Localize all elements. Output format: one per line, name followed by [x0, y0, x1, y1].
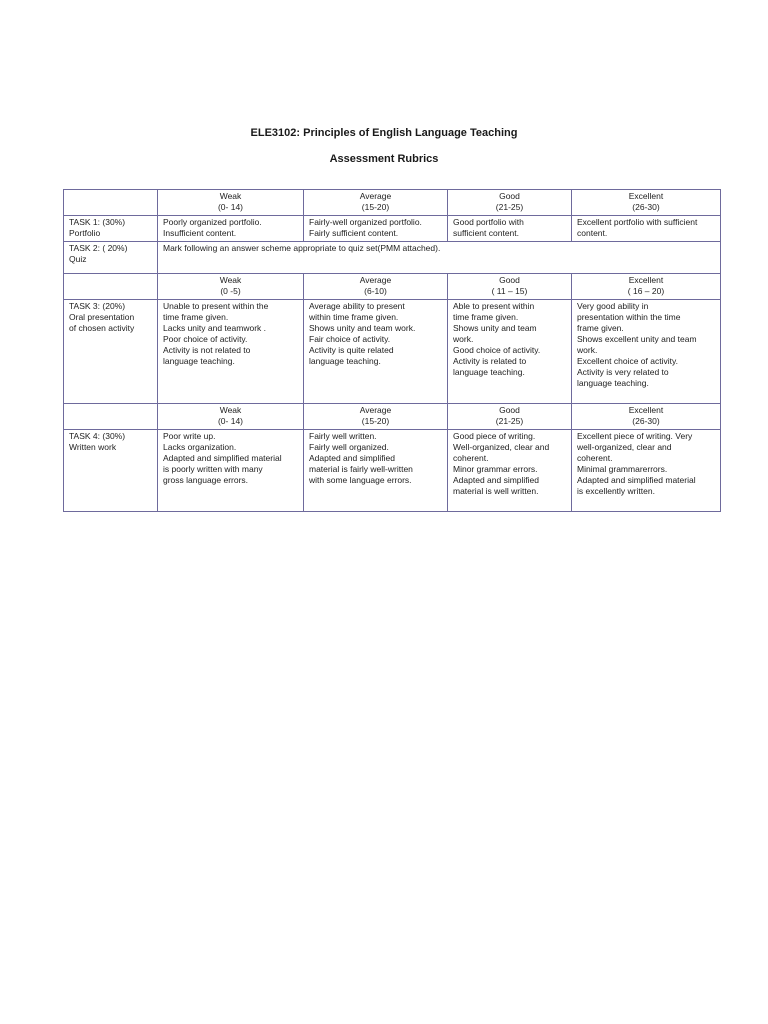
- criteria-line: Adapted and simplified: [309, 453, 396, 463]
- rubric-header-row: [64, 190, 721, 216]
- criteria-line: Fairly-well organized portfolio.: [309, 217, 422, 227]
- score-level-header: [572, 190, 721, 216]
- criteria-line: content.: [577, 228, 608, 238]
- criteria-line: language teaching.: [453, 367, 525, 377]
- rubric-header-row: [64, 274, 721, 300]
- task-label-cell: [64, 242, 158, 274]
- criteria-line: Activity is very related to: [577, 367, 669, 377]
- criteria-cell: [572, 430, 721, 512]
- score-level-header: [448, 274, 572, 300]
- criteria-line: time frame given.: [163, 312, 229, 322]
- criteria-line: time frame given.: [453, 312, 519, 322]
- criteria-line: gross language errors.: [163, 475, 249, 485]
- criteria-line: Excellent piece of writing. Very: [577, 431, 693, 441]
- criteria-line: Shows unity and team: [453, 323, 537, 333]
- score-range: (15-20): [361, 416, 390, 426]
- score-level-name: Weak: [219, 191, 242, 201]
- criteria-cell: [448, 300, 572, 404]
- criteria-cell: [572, 300, 721, 404]
- criteria-line: Adapted and simplified material: [577, 475, 696, 485]
- score-range: (15-20): [361, 202, 390, 212]
- criteria-cell: [448, 430, 572, 512]
- task-label-line: TASK 3: (20%): [69, 301, 126, 311]
- score-level-name: Average: [359, 275, 392, 285]
- score-level-header: [448, 404, 572, 430]
- task-note: Mark following an answer scheme appropriate to quiz set(PMM attached).: [163, 243, 441, 253]
- criteria-line: language teaching.: [577, 378, 649, 388]
- criteria-line: Shows excellent unity and team: [577, 334, 697, 344]
- document-subtitle: Assessment Rubrics: [329, 153, 439, 165]
- criteria-cell: [304, 300, 448, 404]
- task-note-cell: [158, 242, 721, 274]
- criteria-line: material is well written.: [453, 486, 539, 496]
- criteria-cell: [448, 216, 572, 242]
- criteria-line: Able to present within: [453, 301, 535, 311]
- criteria-line: Poor write up.: [163, 431, 216, 441]
- rubric-table: [63, 189, 721, 512]
- criteria-line: language teaching.: [163, 356, 235, 366]
- score-level-name: Good: [499, 405, 520, 415]
- criteria-cell: [158, 300, 304, 404]
- task-label-line: TASK 2: ( 20%): [69, 243, 128, 253]
- task-label-line: TASK 1: (30%): [69, 217, 126, 227]
- criteria-line: Excellent choice of activity.: [577, 356, 678, 366]
- score-level-header: [572, 274, 721, 300]
- score-level-name: Excellent: [628, 275, 664, 285]
- criteria-line: material is fairly well-written: [309, 464, 413, 474]
- criteria-cell: [304, 430, 448, 512]
- score-range: (6-10): [364, 286, 387, 296]
- header-empty-cell: [64, 404, 158, 430]
- score-level-header: [158, 404, 304, 430]
- score-level-header: [304, 190, 448, 216]
- criteria-line: Good portfolio with: [453, 217, 524, 227]
- criteria-line: work.: [577, 345, 598, 355]
- score-level-header: [572, 404, 721, 430]
- criteria-line: Activity is quite related: [309, 345, 394, 355]
- task-row: [64, 216, 721, 242]
- score-range: ( 16 – 20): [627, 286, 665, 296]
- score-level-name: Good: [499, 275, 520, 285]
- criteria-line: within time frame given.: [309, 312, 399, 322]
- criteria-line: Shows unity and team work.: [309, 323, 416, 333]
- task-label-line: TASK 4: (30%): [69, 431, 126, 441]
- score-range: (0 -5): [220, 286, 241, 296]
- criteria-line: Adapted and simplified material: [163, 453, 282, 463]
- criteria-line: Average ability to present: [309, 301, 405, 311]
- criteria-line: is excellently written.: [577, 486, 655, 496]
- criteria-line: Good choice of activity.: [453, 345, 541, 355]
- score-range: (0- 14): [217, 202, 244, 212]
- score-level-name: Average: [359, 405, 392, 415]
- task-row: [64, 430, 721, 512]
- task-label-line: Quiz: [69, 254, 87, 264]
- score-level-header: [448, 190, 572, 216]
- criteria-line: Excellent portfolio with sufficient: [577, 217, 698, 227]
- criteria-line: Fairly well written.: [309, 431, 377, 441]
- score-level-name: Weak: [219, 275, 242, 285]
- criteria-line: Well-organized, clear and: [453, 442, 550, 452]
- criteria-cell: [572, 216, 721, 242]
- score-level-name: Weak: [219, 405, 242, 415]
- criteria-line: Good piece of writing.: [453, 431, 536, 441]
- score-range: (21-25): [495, 202, 524, 212]
- header-empty-cell: [64, 190, 158, 216]
- criteria-line: sufficient content.: [453, 228, 519, 238]
- criteria-cell: [304, 216, 448, 242]
- task-label-line: Oral presentation: [69, 312, 135, 322]
- criteria-line: language teaching.: [309, 356, 381, 366]
- criteria-line: Very good ability in: [577, 301, 649, 311]
- task-label-line: Written work: [69, 442, 117, 452]
- score-level-name: Good: [499, 191, 520, 201]
- criteria-line: frame given.: [577, 323, 624, 333]
- criteria-line: is poorly written with many: [163, 464, 263, 474]
- score-level-header: [304, 274, 448, 300]
- criteria-cell: [158, 430, 304, 512]
- criteria-line: work.: [453, 334, 474, 344]
- criteria-line: Activity is related to: [453, 356, 527, 366]
- criteria-line: Unable to present within the: [163, 301, 269, 311]
- criteria-cell: [158, 216, 304, 242]
- document-title: ELE3102: Principles of English Language Teaching: [250, 127, 518, 139]
- criteria-line: with some language errors.: [309, 475, 412, 485]
- score-level-name: Average: [359, 191, 392, 201]
- criteria-line: Lacks unity and teamwork .: [163, 323, 266, 333]
- criteria-line: Lacks organization.: [163, 442, 237, 452]
- criteria-line: coherent.: [577, 453, 613, 463]
- criteria-line: Fairly sufficient content.: [309, 228, 399, 238]
- score-range: (0- 14): [217, 416, 244, 426]
- criteria-line: Fair choice of activity.: [309, 334, 391, 344]
- task-label-line: of chosen activity: [69, 323, 135, 333]
- score-range: (21-25): [495, 416, 524, 426]
- criteria-line: Minimal grammarerrors.: [577, 464, 668, 474]
- criteria-line: Activity is not related to: [163, 345, 251, 355]
- score-range: (26-30): [632, 416, 660, 426]
- task-label-cell: [64, 216, 158, 242]
- task-label-cell: [64, 300, 158, 404]
- score-range: ( 11 – 15): [491, 286, 528, 296]
- score-level-header: [158, 190, 304, 216]
- criteria-line: Adapted and simplified: [453, 475, 540, 485]
- criteria-line: well-organized, clear and: [577, 442, 672, 452]
- task-label-line: Portfolio: [69, 228, 101, 238]
- task-row: [64, 300, 721, 404]
- criteria-line: Poor choice of activity.: [163, 334, 248, 344]
- criteria-line: Poorly organized portfolio.: [163, 217, 262, 227]
- criteria-line: Fairly well organized.: [309, 442, 389, 452]
- score-level-header: [304, 404, 448, 430]
- header-empty-cell: [64, 274, 158, 300]
- task-label-cell: [64, 430, 158, 512]
- criteria-line: coherent.: [453, 453, 489, 463]
- score-level-name: Excellent: [628, 405, 664, 415]
- rubric-header-row: [64, 404, 721, 430]
- criteria-line: Insufficient content.: [163, 228, 237, 238]
- criteria-line: presentation within the time: [577, 312, 681, 322]
- score-level-name: Excellent: [628, 191, 664, 201]
- score-range: (26-30): [632, 202, 660, 212]
- criteria-line: Minor grammar errors.: [453, 464, 538, 474]
- task-row: [64, 242, 721, 274]
- score-level-header: [158, 274, 304, 300]
